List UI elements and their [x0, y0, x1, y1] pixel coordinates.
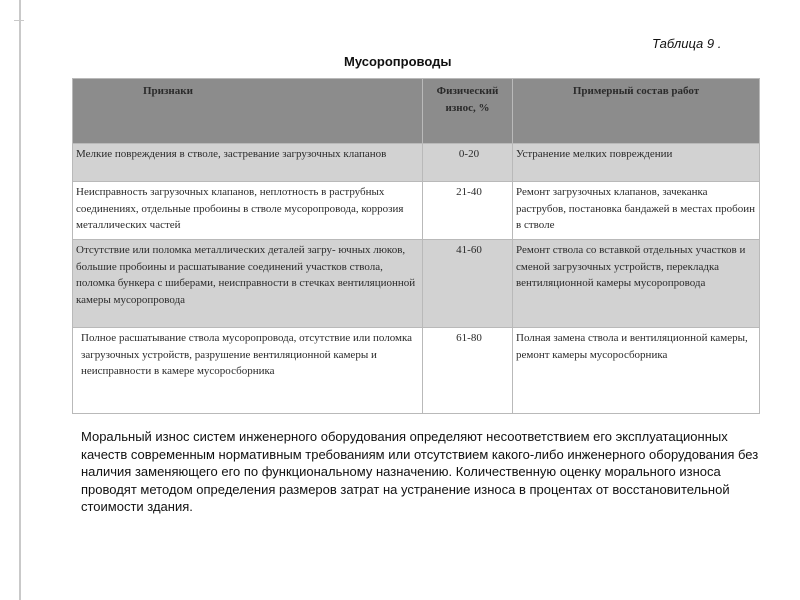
- table-row: [73, 182, 760, 240]
- cell-wear: 21-40: [423, 182, 513, 240]
- cell-sign: Полное расшатывание ствола мусоропровода, отсутствие или поломка загрузочных устройств, разрушение вентиляционной камеры и неисправности в камере мусоросборника: [73, 328, 423, 414]
- cell-works: Ремонт ствола со вставкой отдельных участков и сменой загрузочных устройств, перекладка вентиляционной камеры мусоропровода: [513, 240, 760, 328]
- table-row: [73, 328, 760, 414]
- wear-table: [72, 78, 760, 414]
- cell-wear: 41-60: [423, 240, 513, 328]
- header-wear: Физический износ, %: [423, 79, 513, 144]
- table-header-row: [73, 79, 760, 144]
- header-works: Примерный состав работ: [513, 79, 760, 144]
- cell-sign: Мелкие повреждения в стволе, застревание загрузочных клапанов: [73, 144, 423, 182]
- table-row: [73, 240, 760, 328]
- cell-wear: 0-20: [423, 144, 513, 182]
- cell-sign: Отсутствие или поломка металлических деталей загру- ючных люков, большие пробоины и расшатывание соединений участков ствола, поломка бункера с шиберами, неисправности в стечках вентиляционной камеры мусоропровода: [73, 240, 423, 328]
- left-decorative-tick: [14, 20, 24, 21]
- header-sign: Признаки: [73, 79, 423, 144]
- cell-works: Полная замена ствола и вентиляционной камеры, ремонт камеры мусоросборника: [513, 328, 760, 414]
- cell-works: Ремонт загрузочных клапанов, зачеканка раструбов, постановка бандажей в местах пробоин в стволе: [513, 182, 760, 240]
- left-decorative-rule: [19, 0, 21, 600]
- body-paragraph: Моральный износ систем инженерного оборудования определяют несоответствием его эксплуатационных качеств современным нормативным требованиям или отсутствием какого-либо инженерного оборудования без наличия заменяющего его по функциональному назначению. Количественную оценку морального износа проводят методом определения размеров затрат на устранение износа в процентах от восстановительной стоимости здания.: [81, 429, 759, 515]
- cell-sign: Неисправность загрузочных клапанов, неплотность в раструбных соединениях, отдельные пробоины в стволе мусоропровода, коррозия металлических частей: [73, 182, 423, 240]
- table-caption: Таблица 9 .: [652, 36, 722, 51]
- table-title: Мусоропроводы: [344, 54, 452, 69]
- table-row: [73, 144, 760, 182]
- cell-works: Устранение мелких повреждении: [513, 144, 760, 182]
- cell-wear: 61-80: [423, 328, 513, 414]
